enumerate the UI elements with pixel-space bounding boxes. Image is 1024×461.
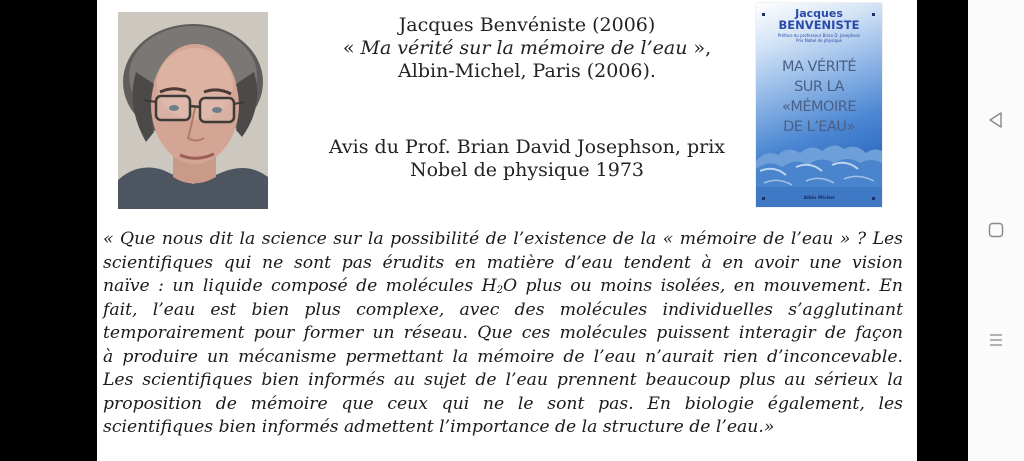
quote-line: à produire un mécanisme permettant la mémoire de l’eau n’aurait rien d’inconcevable. bbox=[103, 346, 903, 367]
recents-button[interactable] bbox=[968, 320, 1024, 360]
back-button[interactable] bbox=[968, 100, 1024, 140]
citation-title-text: Ma vérité sur la mémoire de l’eau bbox=[360, 37, 688, 59]
book-cover bbox=[756, 3, 882, 207]
quote-line: scientifiques bien informés admettent l’importance de la structure de l’eau.» bbox=[103, 417, 775, 437]
recents-lines-icon bbox=[986, 330, 1006, 350]
cover-publisher: Albin Michel bbox=[803, 196, 835, 201]
citation-publisher: Albin-Michel, Paris (2006). bbox=[398, 60, 656, 82]
quote-line: temporairement pour former un réseau. Que ces molécules puissent interagir de façon bbox=[103, 323, 903, 343]
quote-line: Les scientifiques bien informés au sujet de l’eau prennent beaucoup plus au sérieux la bbox=[103, 370, 903, 390]
left-letterbox bbox=[0, 0, 97, 461]
quote-line: fait, l’eau est bien plus complexe, avec des molécules individuelles s’agglutinant bbox=[103, 299, 903, 320]
right-letterbox bbox=[917, 0, 968, 461]
quote-line: proposition de mémoire que ceux qui ne le sont pas. En biologie également, les bbox=[103, 393, 903, 414]
quote-line: scientifiques qui ne sont pas érudits en matière d’eau tendent à en avoir une vision bbox=[103, 252, 903, 273]
home-square-icon bbox=[986, 220, 1006, 240]
slide bbox=[97, 0, 917, 461]
quote-line: naïve : un liquide composé de molécules $H_2O$ plus ou moins isolées, en mouvement. En bbox=[103, 276, 903, 296]
citation-title: « Ma vérité sur la mémoire de l’eau », bbox=[342, 37, 712, 59]
back-triangle-icon bbox=[986, 110, 1006, 130]
opinion-line-1: Avis du Prof. Brian David Josephson, prix bbox=[328, 136, 726, 158]
cover-author-last: BENVENISTE bbox=[778, 18, 860, 32]
cover-preface: Préface du professeur Brian D. Josephson Prix Nobel de physique bbox=[777, 33, 861, 43]
opinion-line-2: Nobel de physique 1973 bbox=[409, 159, 645, 181]
quote-line: « Que nous dit la science sur la possibilité de l’existence de la « mémoire de l’eau » ? Les bbox=[103, 229, 903, 249]
home-button[interactable] bbox=[968, 210, 1024, 250]
josephson-quote bbox=[103, 228, 903, 440]
android-navigation-bar bbox=[968, 0, 1024, 461]
portrait-photo bbox=[118, 12, 268, 209]
citation-author: Jacques Benvéniste (2006) bbox=[398, 14, 656, 36]
opinion-heading bbox=[297, 136, 757, 182]
book-citation bbox=[297, 14, 757, 83]
portrait-illustration bbox=[118, 12, 268, 209]
cover-title: MA VÉRITÉ SUR LA «MÉMOIRE DE L’EAU» bbox=[782, 59, 856, 135]
cover-author-first: Jacques bbox=[795, 7, 843, 20]
